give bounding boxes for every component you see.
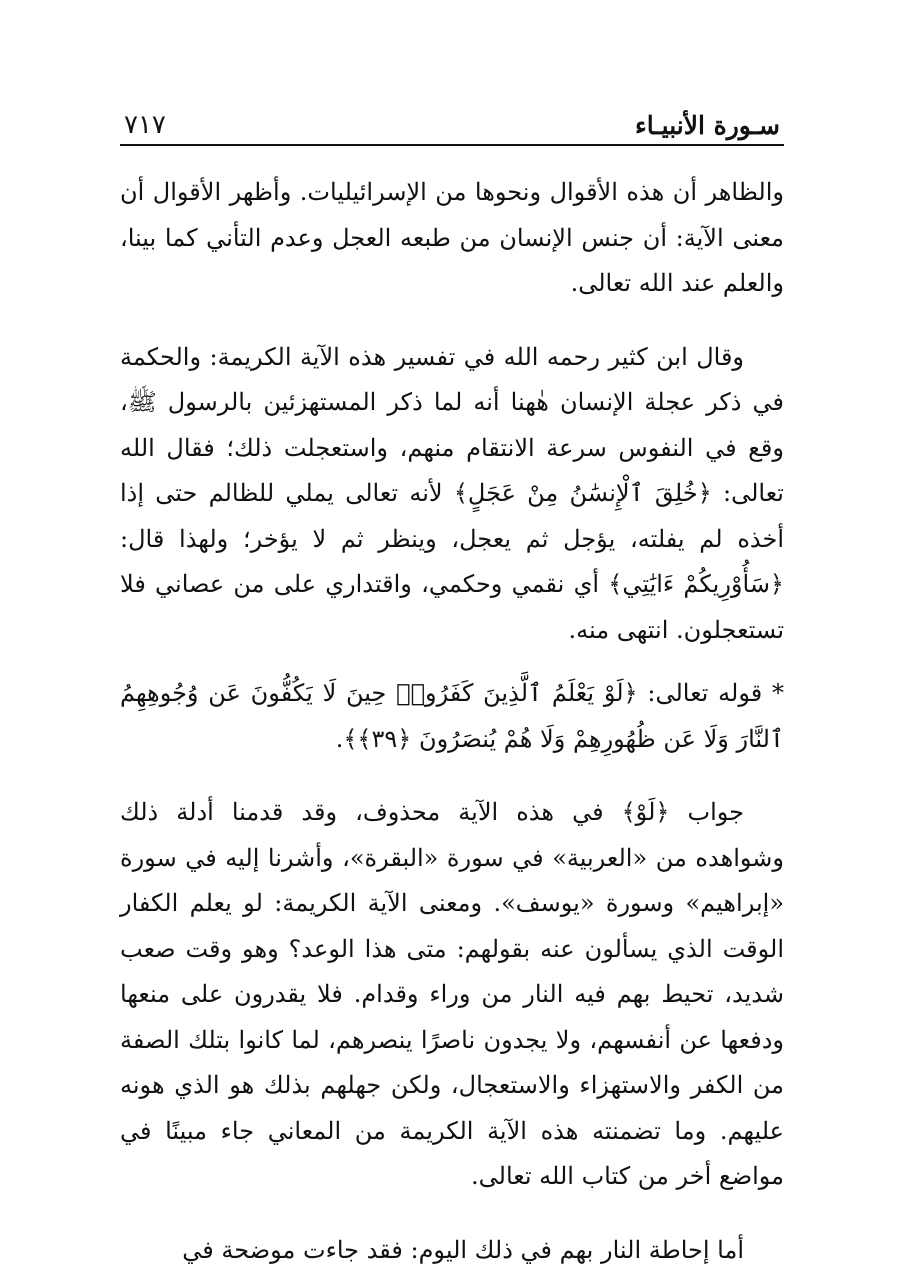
paragraph-4: أما إحاطة النار بهم في ذلك اليوم: فقد جاءت موضحة في <box>120 1228 784 1273</box>
paragraph-spacer <box>120 307 784 335</box>
quran-verse-heading: * قوله تعالى: ﴿لَوْ يَعْلَمُ ٱلَّذِينَ كَفَرُوا۟ حِينَ لَا يَكُفُّونَ عَن وُجُوهِهِمُ ٱلنَّارَ وَلَا عَن ظُهُورِهِمْ وَلَا هُمْ يُنصَرُونَ ﴿٣٩﴾﴾. <box>120 671 784 762</box>
paragraph-spacer <box>120 762 784 790</box>
paragraph-spacer <box>120 1200 784 1228</box>
surah-title: سـورة الأنبيـاء <box>635 111 780 140</box>
paragraph-1: والظاهر أن هذه الأقوال ونحوها من الإسرائيليات. وأظهر الأقوال أن معنى الآية: أن جنس الإنسان من طبعه العجل وعدم التأني كما بينا، والعلم عند الله تعالى. <box>120 170 784 307</box>
paragraph-spacer <box>120 653 784 671</box>
body-text <box>120 170 784 1273</box>
paragraph-3: جواب ﴿لَوْ﴾ في هذه الآية محذوف، وقد قدمنا أدلة ذلك وشواهده من «العربية» في سورة «البقرة»، وأشرنا إليه في سورة «إبراهيم» وسورة «يوسف». ومعنى الآية الكريمة: لو يعلم الكفار الوقت الذي يسألون عنه بقولهم: متى هذا الوعد؟ وهو وقت صعب شديد، تحيط بهم فيه النار من وراء وقدام. فلا يقدرون على منعها ودفعها عن أنفسهم، ولا يجدون ناصرًا ينصرهم، لما كانوا بتلك الصفة من الكفر والاستهزاء والاستعجال، ولكن جهلهم بذلك هو الذي هونه عليهم. وما تضمنته هذه الآية الكريمة من المعاني جاء مبينًا في مواضع أخر من كتاب الله تعالى. <box>120 790 784 1200</box>
book-page <box>120 100 784 1273</box>
paragraph-2: وقال ابن كثير رحمه الله في تفسير هذه الآية الكريمة: والحكمة في ذكر عجلة الإنسان هٰهنا أنه لما ذكر المستهزئين بالرسول ﷺ، وقع في النفوس سرعة الانتقام منهم، واستعجلت ذلك؛ فقال الله تعالى: ﴿خُلِقَ ٱلْإِنسَٰنُ مِنْ عَجَلٍ﴾ لأنه تعالى يملي للظالم حتى إذا أخذه لم يفلته، يؤجل ثم يعجل، وينظر ثم لا يؤخر؛ ولهذا قال: ﴿سَأُوْرِيكُمْ ءَايَٰتِي﴾ أي نقمي وحكمي، واقتداري على من عصاني فلا تستعجلون. انتهى منه. <box>120 335 784 654</box>
page-number: ٧١٧ <box>124 110 166 140</box>
running-header <box>120 100 784 146</box>
